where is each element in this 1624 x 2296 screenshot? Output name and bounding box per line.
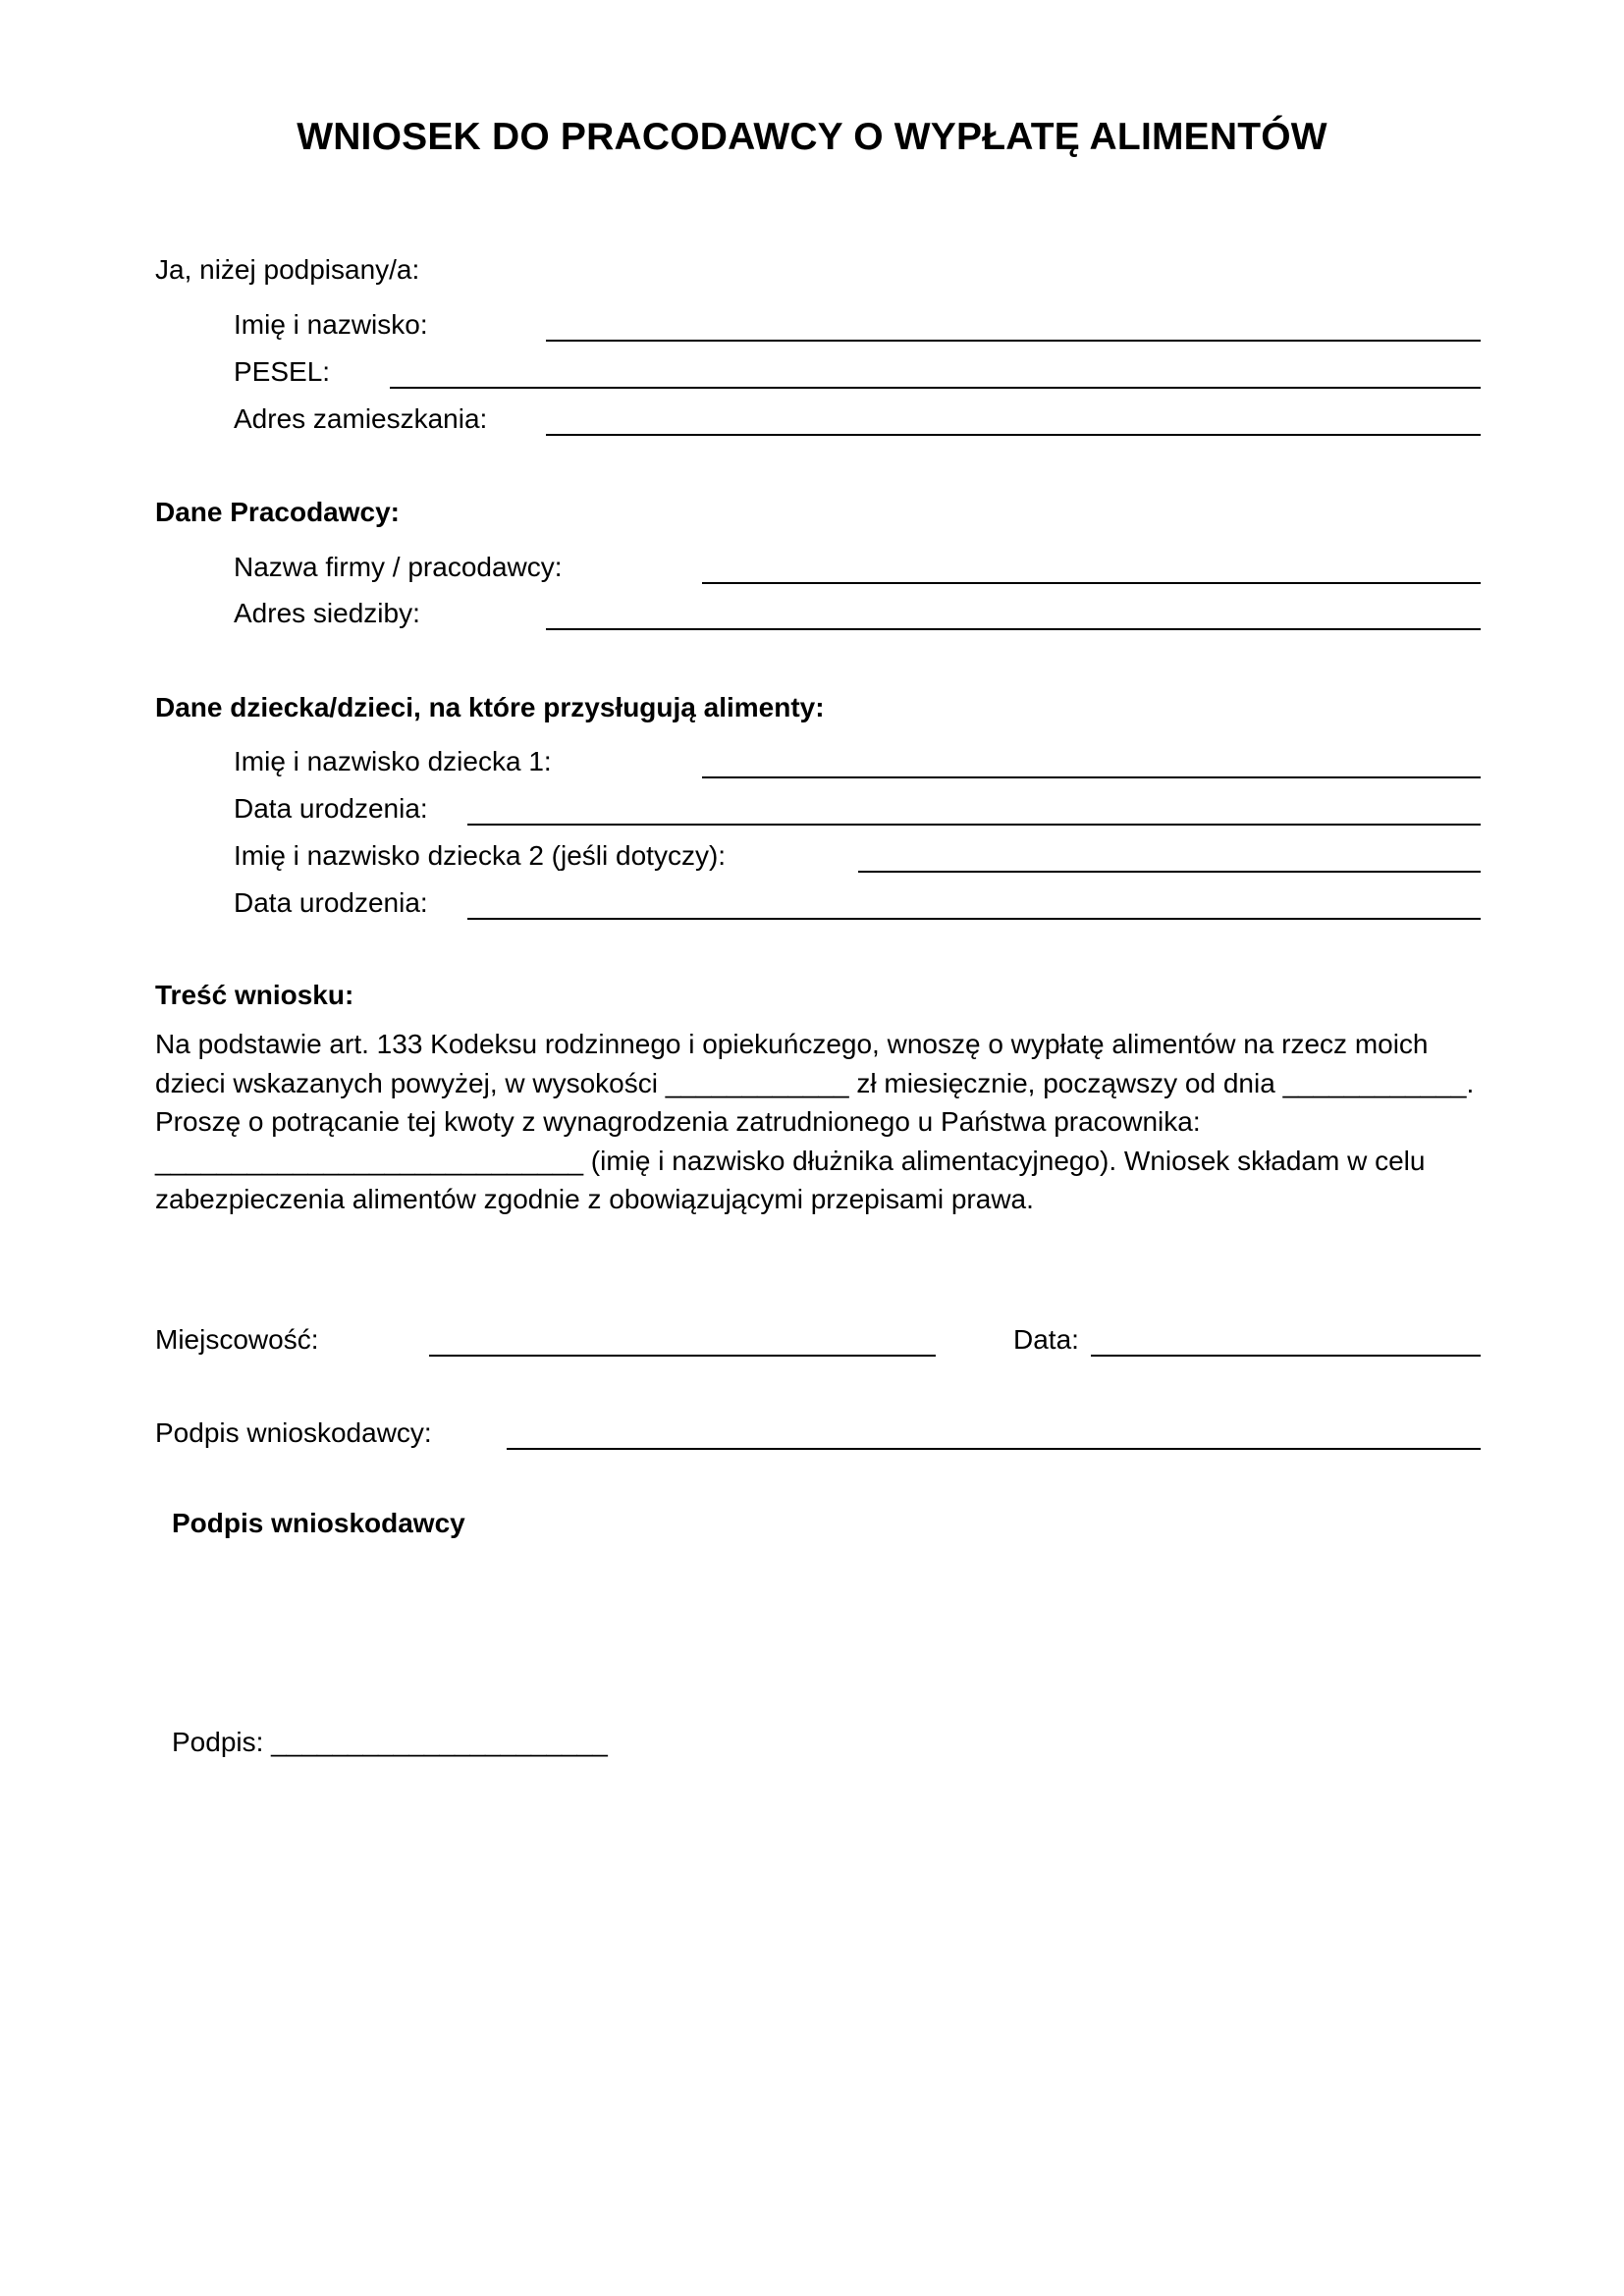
signature-field[interactable] <box>507 1448 1481 1450</box>
signature-label: Podpis wnioskodawcy: <box>155 1417 432 1448</box>
address-label: Adres zamieszkania: <box>234 403 488 434</box>
child2-name-field[interactable] <box>858 871 1481 873</box>
document-title: WNIOSEK DO PRACODAWCY O WYPŁATĘ ALIMENTÓW <box>297 116 1327 158</box>
child1-name-field[interactable] <box>702 776 1481 778</box>
place-field[interactable] <box>429 1355 936 1357</box>
child1-name-label: Imię i nazwisko dziecka 1: <box>234 746 552 776</box>
request-heading: Treść wniosku: <box>155 980 354 1010</box>
name-label: Imię i nazwisko: <box>234 309 428 340</box>
request-line: zabezpieczenia alimentów zgodnie z obowiązującymi przepisami prawa. <box>155 1184 1034 1214</box>
employer-heading: Dane Pracodawcy: <box>155 497 400 527</box>
signature-heading: Podpis wnioskodawcy <box>172 1508 465 1538</box>
place-label: Miejscowość: <box>155 1324 319 1355</box>
hq-label: Adres siedziby: <box>234 598 420 628</box>
company-field[interactable] <box>702 582 1481 584</box>
name-field[interactable] <box>546 340 1481 342</box>
hq-field[interactable] <box>546 628 1481 630</box>
child2-dob-label: Data urodzenia: <box>234 887 428 918</box>
address-field[interactable] <box>546 434 1481 436</box>
request-paragraph <box>155 1025 1490 1219</box>
child1-dob-label: Data urodzenia: <box>234 793 428 824</box>
request-line: ____________________________ (imię i nazwisko dłużnika alimentacyjnego). Wniosek składam w celu <box>155 1145 1426 1176</box>
request-line: Proszę o potrącanie tej kwoty z wynagrodzenia zatrudnionego u Państwa pracownika: <box>155 1106 1201 1137</box>
pesel-field[interactable] <box>390 387 1481 389</box>
pesel-label: PESEL: <box>234 356 331 387</box>
child2-dob-field[interactable] <box>467 918 1481 920</box>
date-field[interactable] <box>1091 1355 1481 1357</box>
applicant-intro: Ja, niżej podpisany/a: <box>155 254 420 285</box>
sign-line[interactable]: Podpis: ______________________ <box>172 1727 608 1757</box>
company-label: Nazwa firmy / pracodawcy: <box>234 552 563 582</box>
children-heading: Dane dziecka/dzieci, na które przysługują alimenty: <box>155 692 825 722</box>
date-label: Data: <box>1013 1324 1079 1355</box>
request-line: Na podstawie art. 133 Kodeksu rodzinnego i opiekuńczego, wnoszę o wypłatę alimentów na rzecz moich <box>155 1029 1429 1059</box>
child2-name-label: Imię i nazwisko dziecka 2 (jeśli dotyczy): <box>234 840 727 871</box>
request-line: dzieci wskazanych powyżej, w wysokości ____________ zł miesięcznie, począwszy od dnia ____________. <box>155 1067 1475 1098</box>
child1-dob-field[interactable] <box>467 824 1481 826</box>
